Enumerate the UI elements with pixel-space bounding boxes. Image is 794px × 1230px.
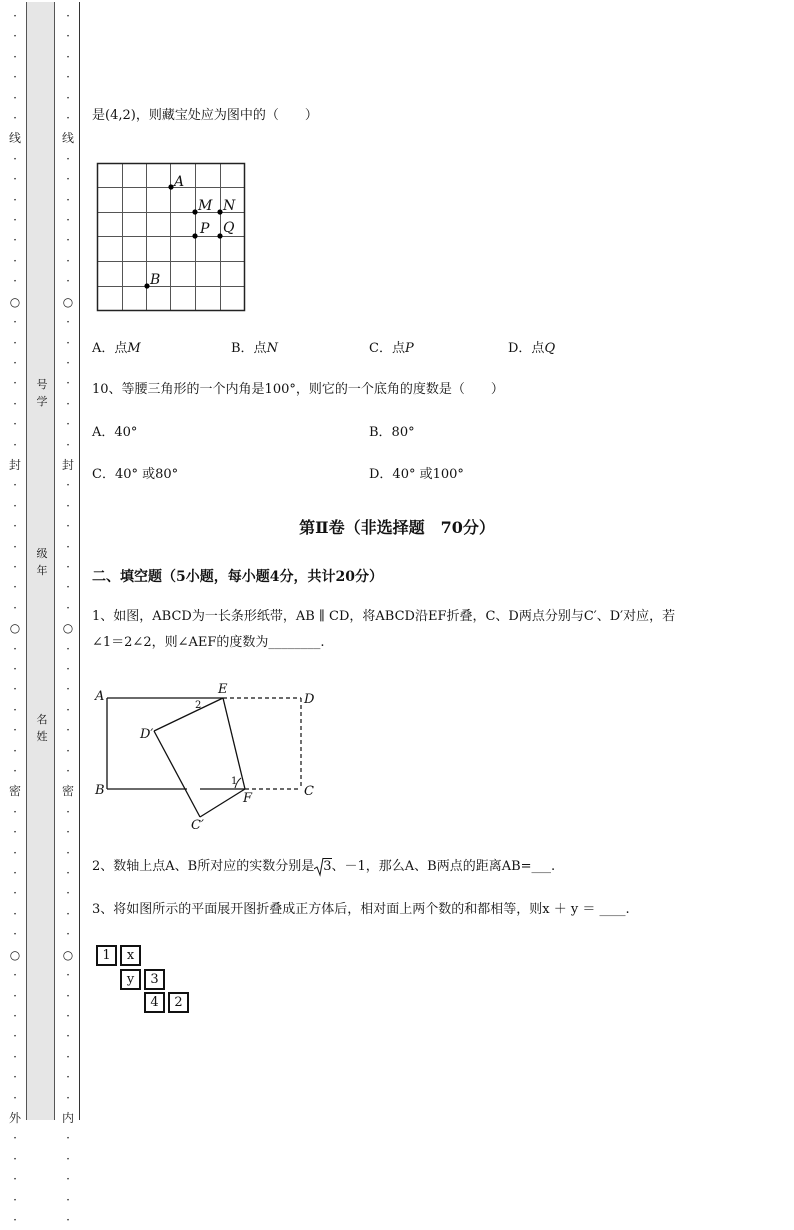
inner-marker-feng: 封 bbox=[61, 457, 74, 472]
inner-marker-circle: ○ bbox=[62, 294, 74, 309]
label-c: C bbox=[304, 784, 314, 799]
point-q-dot bbox=[217, 233, 222, 238]
label-f: F bbox=[243, 791, 253, 806]
outer-marker-circle: ○ bbox=[9, 294, 21, 309]
q9-option-d[interactable]: D．点Q bbox=[508, 341, 556, 356]
net-cell-x: x bbox=[120, 945, 141, 966]
fill3-stem: 3、将如图所示的平面展开图折叠成正方体后，相对面上两个数的和都相等，则x ＋ y ＝ ____. bbox=[92, 902, 630, 917]
treasure-grid-figure bbox=[96, 162, 248, 314]
outer-marker-xian: 线 bbox=[8, 131, 21, 146]
net-cell-3: 3 bbox=[144, 969, 165, 990]
point-q-label: Q bbox=[223, 220, 235, 236]
label-d-prime: D′ bbox=[140, 727, 154, 742]
outer-marker-feng: 封 bbox=[8, 457, 21, 472]
inner-marker-circle: ○ bbox=[62, 621, 74, 636]
point-m-dot bbox=[192, 209, 197, 214]
label-angle-1: 1 bbox=[231, 776, 238, 787]
point-n-label: N bbox=[223, 198, 236, 214]
fill2-prefix: 2、数轴上点A、B所对应的实数分别是 bbox=[92, 859, 315, 874]
outer-marker-circle: ○ bbox=[9, 621, 21, 636]
net-cell-4: 4 bbox=[144, 992, 165, 1013]
net-cell-y: y bbox=[120, 969, 141, 990]
q9-option-b[interactable]: B．点N bbox=[231, 341, 278, 356]
sqrt-radical-icon bbox=[314, 857, 324, 877]
outer-marker-circle: ○ bbox=[9, 947, 21, 962]
label-a: A bbox=[95, 689, 105, 704]
q10-stem: 10、等腰三角形的一个内角是100°，则它的一个底角的度数是（ ） bbox=[92, 382, 504, 397]
q10-option-a[interactable]: A．40° bbox=[92, 425, 138, 440]
point-b-dot bbox=[144, 283, 149, 288]
net-cell-2: 2 bbox=[168, 992, 189, 1013]
label-e: E bbox=[218, 682, 228, 697]
fill2-stem bbox=[92, 858, 555, 876]
name-field-label: 名姓 bbox=[36, 713, 48, 743]
fill1-stem-line1: 1、如图，ABCD为一长条形纸带，AB ∥ CD，将ABCD沿EF折叠，C、D两点分别与C′、D′对应，若 bbox=[92, 609, 676, 624]
net-cell-1: 1 bbox=[96, 945, 117, 966]
point-m-label: M bbox=[198, 198, 213, 214]
inner-marker-xian: 线 bbox=[61, 131, 74, 146]
point-a-dot bbox=[168, 184, 173, 189]
folded-edge-c-prime-f bbox=[200, 789, 245, 817]
student-number-field-label: 号学 bbox=[36, 378, 48, 408]
point-p-dot bbox=[192, 233, 197, 238]
outer-marker-wai: 外 bbox=[8, 1110, 21, 1125]
part-2-title: 第Ⅱ卷（非选择题 70分） bbox=[299, 518, 495, 537]
fill-in-section-heading: 二、填空题（5小题，每小题4分，共计20分） bbox=[92, 569, 383, 585]
grade-field-label: 级年 bbox=[36, 547, 48, 577]
folded-edge-d-prime-c-prime bbox=[154, 731, 200, 817]
sqrt-expression: 3 bbox=[314, 858, 331, 876]
outer-marker-mi: 密 bbox=[8, 784, 21, 799]
fill2-suffix: 、－1，那么A、B两点的距离AB=___. bbox=[331, 859, 556, 874]
q9-option-c[interactable]: C．点P bbox=[369, 341, 414, 356]
label-d: D bbox=[304, 692, 315, 707]
q10-option-d[interactable]: D．40° 或100° bbox=[369, 467, 464, 482]
folded-edge-ed-prime bbox=[154, 698, 223, 731]
inner-cut-line: · · · · · · 线 · · · · · · · ○ · · · · · · · 封 · · · · · · · ○ · · · · · · · 密 · · · · · · · ○ · · · · · · · 内 · · · · · bbox=[61, 9, 74, 1227]
q10-option-c[interactable]: C．40° 或80° bbox=[92, 467, 179, 482]
q10-option-b[interactable]: B．80° bbox=[369, 425, 415, 440]
inner-marker-circle: ○ bbox=[62, 947, 74, 962]
label-b: B bbox=[95, 783, 105, 798]
point-a-label: A bbox=[174, 174, 185, 190]
inner-marker-nei: 内 bbox=[61, 1110, 74, 1125]
inner-marker-mi: 密 bbox=[61, 784, 74, 799]
fill1-stem-line2: ∠1＝2∠2，则∠AEF的度数为________. bbox=[92, 635, 325, 650]
point-n-dot bbox=[217, 209, 222, 214]
q9-stem-tail: 是(4,2)，则藏宝处应为图中的（ ） bbox=[92, 108, 318, 123]
cube-net-figure bbox=[96, 945, 196, 1017]
q9-option-a[interactable]: A．点M bbox=[92, 341, 141, 356]
binding-rule bbox=[79, 2, 80, 1120]
point-p-label: P bbox=[200, 221, 210, 237]
folded-strip-figure bbox=[90, 680, 330, 835]
point-b-label: B bbox=[150, 272, 161, 288]
outer-cut-line: · · · · · · 线 · · · · · · · ○ · · · · · · · 封 · · · · · · · ○ · · · · · · · 密 · · · · · · · ○ · · · · · · · 外 · · · · · bbox=[8, 9, 21, 1227]
label-angle-2: 2 bbox=[195, 700, 202, 711]
label-c-prime: C′ bbox=[191, 818, 204, 833]
